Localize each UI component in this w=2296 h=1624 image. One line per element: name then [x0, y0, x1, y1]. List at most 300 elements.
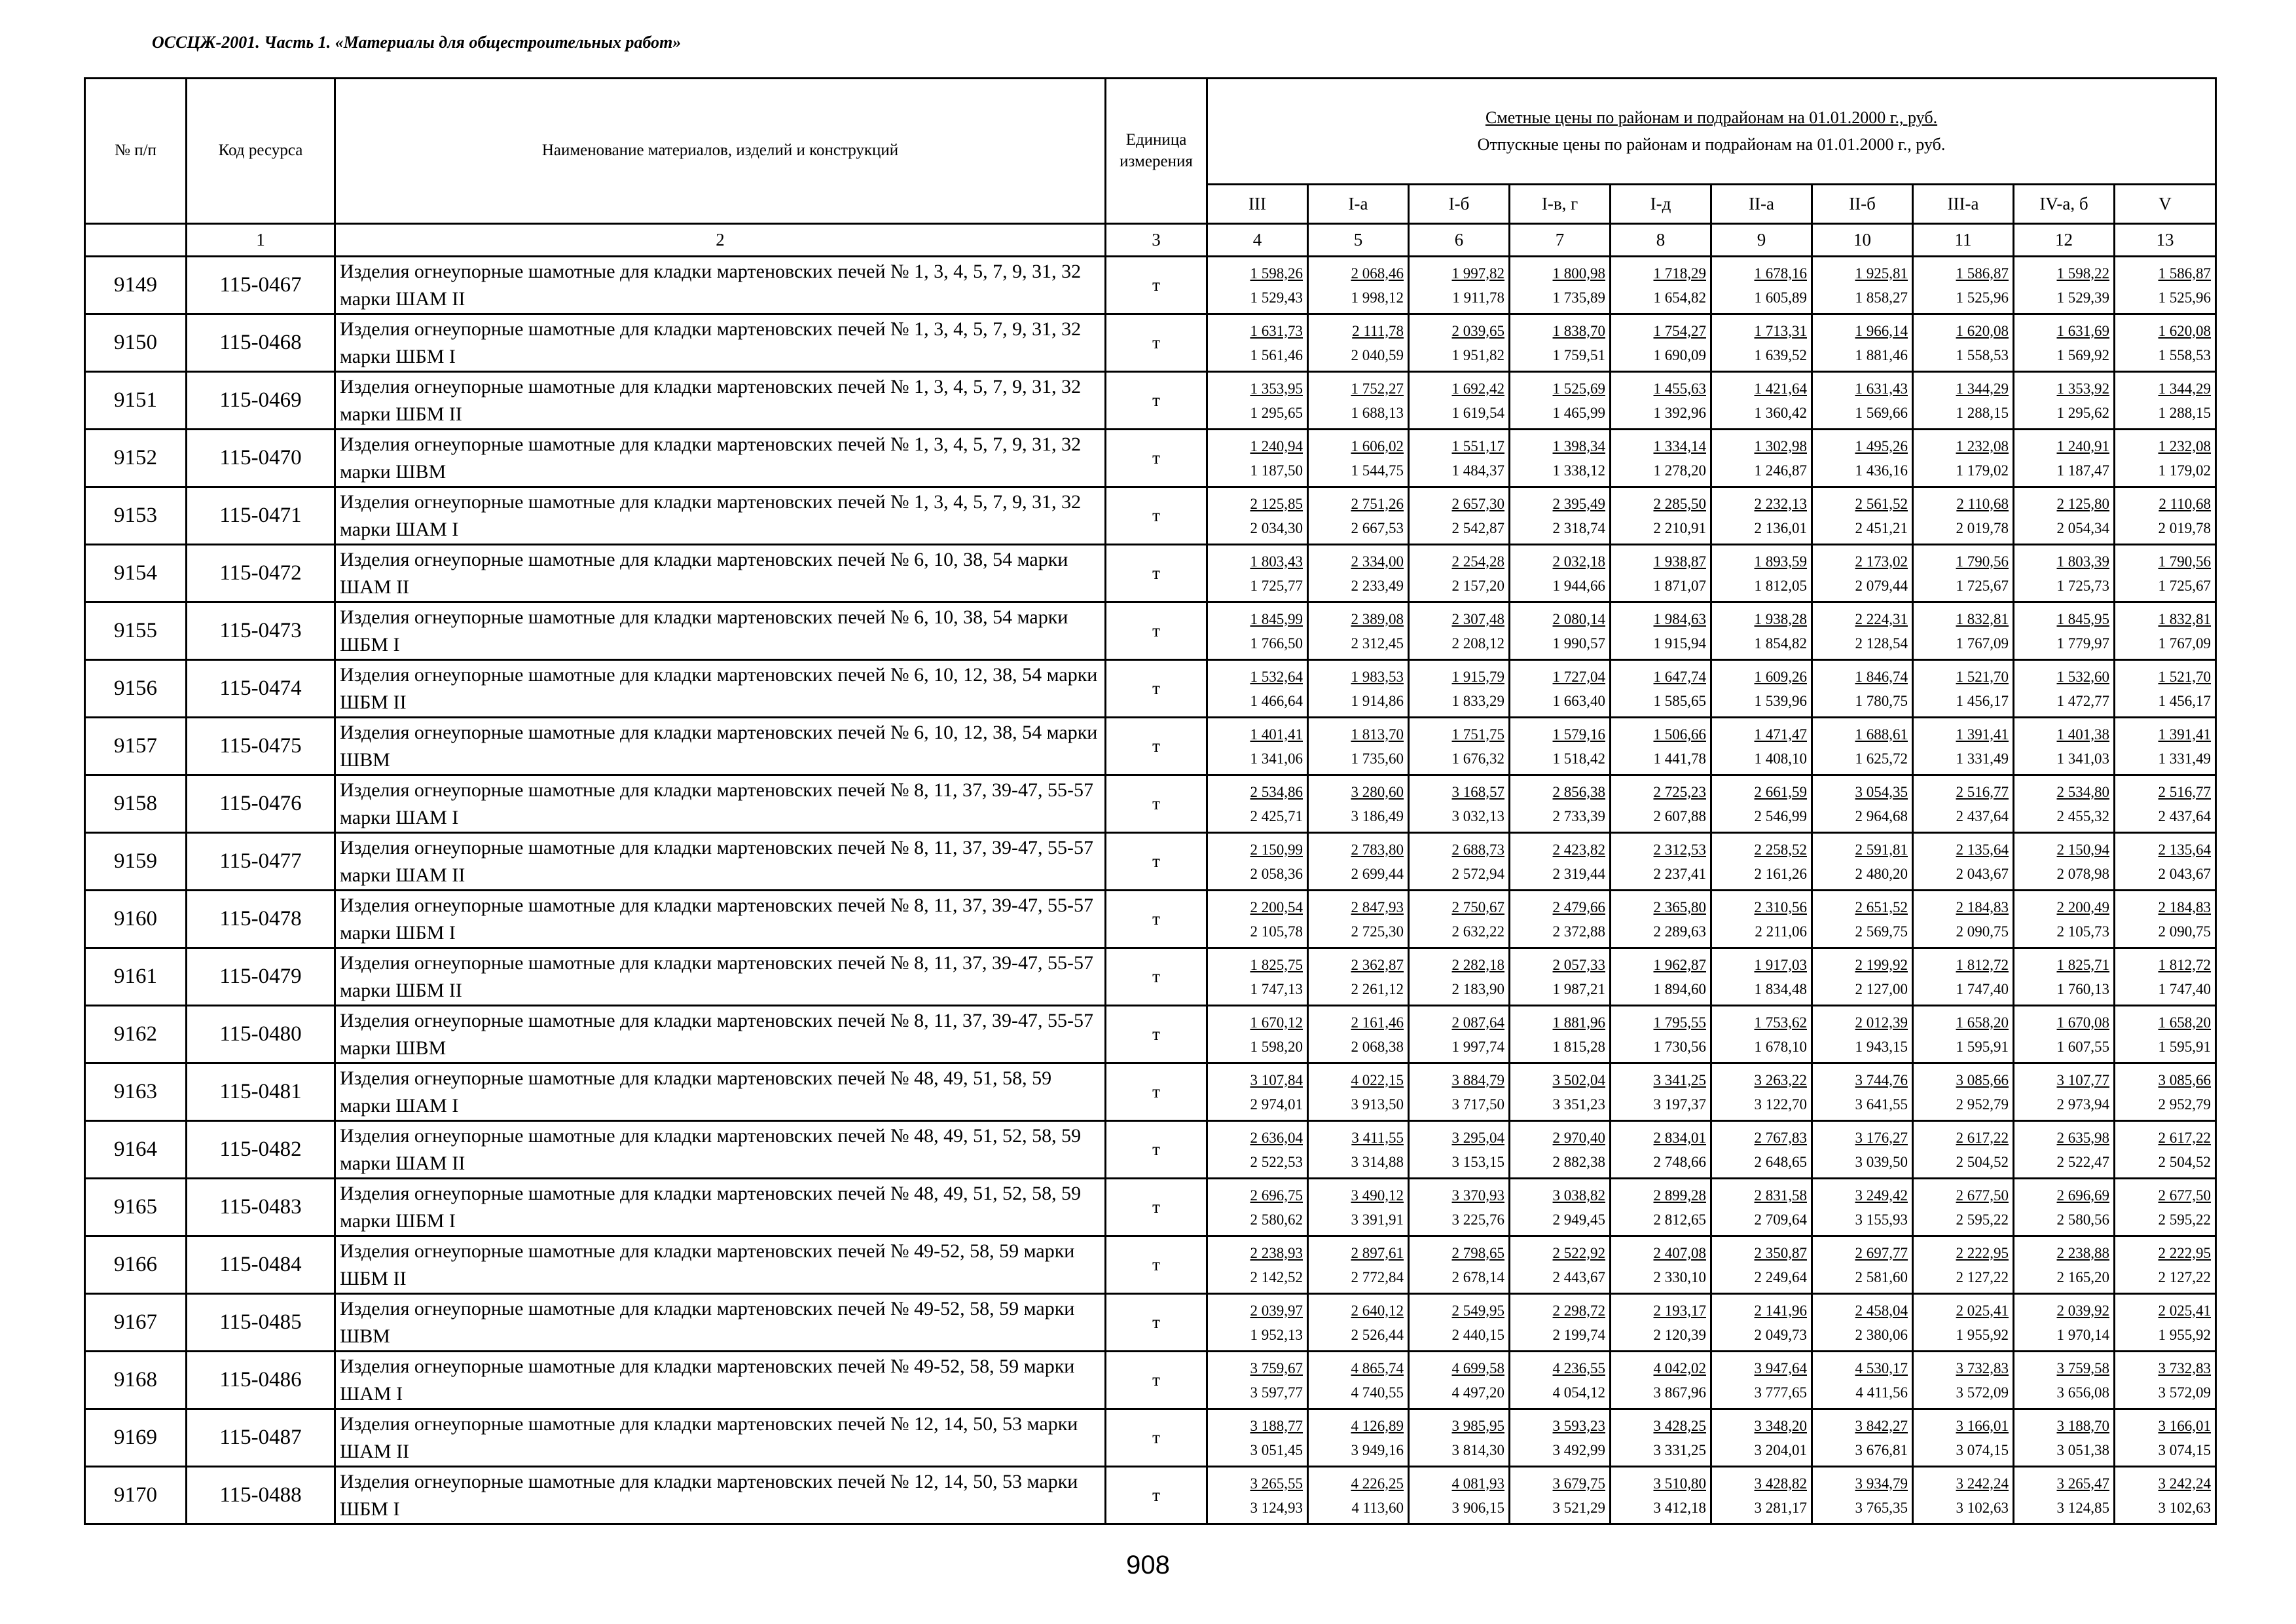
- header-prices-title: [1207, 79, 2216, 185]
- estimate-price: 3 085,66: [1956, 1071, 2009, 1088]
- release-price: 2 607,88: [1653, 807, 1706, 824]
- row-number: 9161: [85, 948, 187, 1006]
- release-price: 2 455,32: [2056, 807, 2109, 824]
- price-cell: [1812, 602, 1913, 660]
- row-number: 9170: [85, 1467, 187, 1524]
- release-price: 3 656,08: [2056, 1384, 2109, 1401]
- estimate-price: 1 586,87: [1956, 265, 2009, 282]
- estimate-price: 1 521,70: [1956, 668, 2009, 685]
- estimate-price: 3 166,01: [2158, 1417, 2212, 1434]
- release-price: 3 765,35: [1855, 1499, 1908, 1516]
- header-region: I-д: [1611, 185, 1711, 224]
- estimate-price: 2 135,64: [2158, 841, 2212, 858]
- release-price: 3 572,09: [1956, 1384, 2009, 1401]
- price-cell: [1207, 602, 1308, 660]
- release-price: 1 690,09: [1653, 346, 1706, 363]
- estimate-price: 2 423,82: [1552, 841, 1605, 858]
- resource-code: 115-0479: [187, 948, 335, 1006]
- estimate-price: 2 039,92: [2056, 1302, 2109, 1319]
- header-column-number: 7: [1510, 224, 1611, 257]
- release-price: 2 136,01: [1754, 519, 1807, 536]
- estimate-price: 2 636,04: [1250, 1129, 1303, 1146]
- price-cell: [2014, 775, 2115, 833]
- price-cell: [1510, 1121, 1611, 1179]
- price-cell: [2014, 833, 2115, 891]
- material-name: Изделия огнеупорные шамотные для кладки мартеновских печей № 49-52, 58, 59 марки ШАМ I: [335, 1352, 1106, 1409]
- estimate-price: 1 915,79: [1451, 668, 1504, 685]
- estimate-price: 2 312,53: [1653, 841, 1706, 858]
- estimate-price: 2 657,30: [1451, 495, 1504, 512]
- release-price: 1 288,15: [1956, 404, 2009, 421]
- estimate-price: 4 081,93: [1451, 1475, 1504, 1492]
- estimate-price: 3 054,35: [1855, 783, 1908, 800]
- estimate-price: 2 697,77: [1855, 1244, 1908, 1261]
- price-cell: [1611, 545, 1711, 602]
- price-cell: [1913, 430, 2014, 487]
- estimate-price: 2 696,75: [1250, 1187, 1303, 1204]
- estimate-price: 3 242,24: [1956, 1475, 2009, 1492]
- estimate-price: 1 532,64: [1250, 668, 1303, 685]
- release-price: 1 558,53: [2158, 346, 2212, 363]
- estimate-price: 2 635,98: [2056, 1129, 2109, 1146]
- price-cell: [2014, 372, 2115, 430]
- estimate-price: 1 586,87: [2158, 265, 2212, 282]
- price-cell: [1409, 1352, 1510, 1409]
- row-number: 9157: [85, 718, 187, 775]
- estimate-price: 3 265,47: [2056, 1475, 2109, 1492]
- table-row: [85, 545, 2216, 602]
- estimate-price: 2 458,04: [1855, 1302, 1908, 1319]
- release-price: 1 456,17: [1956, 692, 2009, 709]
- price-cell: [1711, 1006, 1812, 1063]
- release-price: 2 725,30: [1351, 923, 1404, 940]
- header-region: II-б: [1812, 185, 1913, 224]
- estimate-price: 1 631,43: [1855, 380, 1908, 397]
- price-cell: [2115, 487, 2216, 545]
- price-cell: [1913, 891, 2014, 948]
- release-price: 2 208,12: [1451, 635, 1504, 652]
- estimate-price: 1 495,26: [1855, 437, 1908, 454]
- estimate-price: 2 173,02: [1855, 553, 1908, 570]
- price-cell: [1510, 1294, 1611, 1352]
- price-cell: [1611, 257, 1711, 314]
- estimate-price: 1 334,14: [1653, 437, 1706, 454]
- resource-code: 115-0486: [187, 1352, 335, 1409]
- column-number-row: [85, 224, 2216, 257]
- release-price: 1 625,72: [1855, 750, 1908, 767]
- price-cell: [1409, 545, 1510, 602]
- release-price: 1 990,57: [1552, 635, 1605, 652]
- price-cell: [1913, 1236, 2014, 1294]
- estimate-price: 2 282,18: [1451, 956, 1504, 973]
- release-price: 2 974,01: [1250, 1096, 1303, 1113]
- price-cell: [1510, 1179, 1611, 1236]
- material-name: Изделия огнеупорные шамотные для кладки мартеновских печей № 48, 49, 51, 58, 59 марки ШАМ I: [335, 1063, 1106, 1121]
- release-price: 1 997,74: [1451, 1038, 1504, 1055]
- estimate-price: 3 341,25: [1653, 1071, 1706, 1088]
- price-cell: [1510, 1006, 1611, 1063]
- release-price: 2 211,06: [1755, 923, 1807, 940]
- price-cell: [1207, 1352, 1308, 1409]
- price-cell: [2014, 257, 2115, 314]
- estimate-price: 1 688,61: [1855, 726, 1908, 743]
- price-cell: [1611, 372, 1711, 430]
- price-cell: [1812, 775, 1913, 833]
- release-price: 1 767,09: [2158, 635, 2212, 652]
- material-name: Изделия огнеупорные шамотные для кладки мартеновских печей № 1, 3, 4, 5, 7, 9, 31, 32 марки ШАМ I: [335, 487, 1106, 545]
- unit-of-measure: т: [1106, 775, 1207, 833]
- material-name: Изделия огнеупорные шамотные для кладки мартеновских печей № 6, 10, 12, 38, 54 марки ШВМ: [335, 718, 1106, 775]
- release-price: 2 572,94: [1451, 865, 1504, 882]
- price-cell: [1308, 660, 1409, 718]
- release-price: 4 054,12: [1552, 1384, 1605, 1401]
- estimate-price: 1 845,95: [2056, 610, 2109, 627]
- estimate-price: 2 032,18: [1552, 553, 1605, 570]
- estimate-price: 1 302,98: [1754, 437, 1807, 454]
- header-npp: № п/п: [85, 79, 187, 224]
- estimate-price: 1 598,26: [1250, 265, 1303, 282]
- estimate-price: 2 897,61: [1351, 1244, 1404, 1261]
- estimate-price: 1 631,73: [1250, 322, 1303, 339]
- price-cell: [1711, 1179, 1812, 1236]
- material-name: Изделия огнеупорные шамотные для кладки мартеновских печей № 8, 11, 37, 39-47, 55-57 марки ШВМ: [335, 1006, 1106, 1063]
- estimate-price: 2 238,88: [2056, 1244, 2109, 1261]
- price-cell: [1308, 1409, 1409, 1467]
- header-column-number: 11: [1913, 224, 2014, 257]
- release-price: 1 558,53: [1956, 346, 2009, 363]
- estimate-price: 4 126,89: [1351, 1417, 1404, 1434]
- release-price: 2 437,64: [1956, 807, 2009, 824]
- price-cell: [1913, 1063, 2014, 1121]
- resource-code: 115-0480: [187, 1006, 335, 1063]
- price-cell: [1611, 775, 1711, 833]
- price-cell: [2014, 1352, 2115, 1409]
- estimate-price: 2 677,50: [1956, 1187, 2009, 1204]
- unit-of-measure: т: [1106, 602, 1207, 660]
- release-price: 1 725,77: [1250, 577, 1303, 594]
- header-column-number: 5: [1308, 224, 1409, 257]
- estimate-price: 3 759,67: [1250, 1359, 1303, 1376]
- release-price: 1 688,13: [1351, 404, 1404, 421]
- estimate-price: 4 865,74: [1351, 1359, 1404, 1376]
- estimate-price: 2 232,13: [1754, 495, 1807, 512]
- price-cell: [2115, 718, 2216, 775]
- table-row: [85, 1121, 2216, 1179]
- release-price: 2 504,52: [1956, 1153, 2009, 1170]
- release-price: 3 676,81: [1855, 1441, 1908, 1458]
- release-price: 1 747,40: [2158, 980, 2212, 997]
- estimate-price: 1 631,69: [2056, 322, 2109, 339]
- estimate-price: 1 525,69: [1552, 380, 1605, 397]
- release-price: 2 964,68: [1855, 807, 1908, 824]
- price-cell: [1409, 1467, 1510, 1524]
- release-price: 3 153,15: [1451, 1153, 1504, 1170]
- estimate-price: 2 184,83: [1956, 898, 2009, 915]
- estimate-price: 1 795,55: [1653, 1014, 1706, 1031]
- estimate-price: 2 258,52: [1754, 841, 1807, 858]
- resource-code: 115-0478: [187, 891, 335, 948]
- material-name: Изделия огнеупорные шамотные для кладки мартеновских печей № 48, 49, 51, 52, 58, 59 марки ШБМ I: [335, 1179, 1106, 1236]
- release-price: 1 955,92: [1956, 1326, 2009, 1343]
- release-price: 1 779,97: [2056, 635, 2109, 652]
- estimate-price: 1 658,20: [1956, 1014, 2009, 1031]
- price-cell: [2115, 314, 2216, 372]
- estimate-price: 2 522,92: [1552, 1244, 1605, 1261]
- estimate-price: 2 012,39: [1855, 1014, 1908, 1031]
- release-price: 2 127,22: [2158, 1268, 2212, 1285]
- price-cell: [1812, 372, 1913, 430]
- estimate-price: 2 750,67: [1451, 898, 1504, 915]
- estimate-price: 2 334,00: [1351, 553, 1404, 570]
- price-cell: [1308, 1352, 1409, 1409]
- release-price: 2 648,65: [1754, 1153, 1807, 1170]
- estimate-price: 1 984,63: [1653, 610, 1706, 627]
- estimate-price: 1 344,29: [2158, 380, 2212, 397]
- release-price: 2 120,39: [1653, 1326, 1706, 1343]
- estimate-price: 1 790,56: [2158, 553, 2212, 570]
- release-price: 3 281,17: [1754, 1499, 1807, 1516]
- price-cell: [1308, 1467, 1409, 1524]
- header-region: IV-а, б: [2014, 185, 2115, 224]
- estimate-price: 1 938,87: [1653, 553, 1706, 570]
- estimate-price: 1 832,81: [1956, 610, 2009, 627]
- release-price: 3 122,70: [1754, 1096, 1807, 1113]
- release-price: 1 759,51: [1552, 346, 1605, 363]
- material-name: Изделия огнеупорные шамотные для кладки мартеновских печей № 49-52, 58, 59 марки ШБМ II: [335, 1236, 1106, 1294]
- price-cell: [1510, 545, 1611, 602]
- estimate-price: 2 087,64: [1451, 1014, 1504, 1031]
- price-cell: [1812, 430, 1913, 487]
- price-cell: [1409, 1236, 1510, 1294]
- price-cell: [1711, 891, 1812, 948]
- header-region: II-а: [1711, 185, 1812, 224]
- price-cell: [2115, 257, 2216, 314]
- release-price: 1 730,56: [1653, 1038, 1706, 1055]
- estimate-price: 2 150,99: [1250, 841, 1303, 858]
- release-price: 2 678,14: [1451, 1268, 1504, 1285]
- release-price: 1 179,02: [2158, 462, 2212, 479]
- estimate-price: 1 240,91: [2056, 437, 2109, 454]
- release-price: 2 161,26: [1754, 865, 1807, 882]
- estimate-price: 3 502,04: [1552, 1071, 1605, 1088]
- release-price: 1 569,92: [2056, 346, 2109, 363]
- estimate-price: 2 350,87: [1754, 1244, 1807, 1261]
- release-price: 2 233,49: [1351, 577, 1404, 594]
- release-price: 4 740,55: [1351, 1384, 1404, 1401]
- estimate-price: 2 025,41: [2158, 1302, 2212, 1319]
- price-cell: [1308, 718, 1409, 775]
- estimate-price: 3 985,95: [1451, 1417, 1504, 1434]
- row-number: 9153: [85, 487, 187, 545]
- estimate-price: 2 591,81: [1855, 841, 1908, 858]
- header-region: III: [1207, 185, 1308, 224]
- price-cell: [1812, 1179, 1913, 1236]
- price-cell: [1913, 257, 2014, 314]
- release-price: 1 360,42: [1754, 404, 1807, 421]
- estimate-price: 1 506,66: [1653, 726, 1706, 743]
- price-cell: [1812, 314, 1913, 372]
- estimate-price: 2 696,69: [2056, 1187, 2109, 1204]
- price-cell: [1711, 487, 1812, 545]
- price-cell: [2115, 775, 2216, 833]
- material-name: Изделия огнеупорные шамотные для кладки мартеновских печей № 6, 10, 38, 54 марки ШАМ II: [335, 545, 1106, 602]
- material-name: Изделия огнеупорные шамотные для кладки мартеновских печей № 1, 3, 4, 5, 7, 9, 31, 32 марки ШБМ II: [335, 372, 1106, 430]
- release-price: 2 058,36: [1250, 865, 1303, 882]
- price-cell: [1510, 948, 1611, 1006]
- estimate-price: 1 658,20: [2158, 1014, 2212, 1031]
- release-price: 3 521,29: [1552, 1499, 1605, 1516]
- price-cell: [2115, 833, 2216, 891]
- estimate-price: 2 307,48: [1451, 610, 1504, 627]
- price-cell: [2014, 660, 2115, 718]
- material-name: Изделия огнеупорные шамотные для кладки мартеновских печей № 6, 10, 38, 54 марки ШБМ I: [335, 602, 1106, 660]
- release-price: 2 128,54: [1855, 635, 1908, 652]
- price-cell: [2014, 602, 2115, 660]
- price-cell: [1510, 1063, 1611, 1121]
- price-cell: [1913, 545, 2014, 602]
- price-cell: [1711, 430, 1812, 487]
- price-cell: [1611, 660, 1711, 718]
- estimate-price: 2 111,78: [1352, 322, 1404, 339]
- release-price: 3 051,38: [2056, 1441, 2109, 1458]
- release-price: 3 051,45: [1250, 1441, 1303, 1458]
- header-column-number: 6: [1409, 224, 1510, 257]
- release-price: 3 155,93: [1855, 1211, 1908, 1228]
- price-cell: [1308, 430, 1409, 487]
- resource-code: 115-0483: [187, 1179, 335, 1236]
- release-price: 2 318,74: [1552, 519, 1605, 536]
- estimate-price: 2 834,01: [1653, 1129, 1706, 1146]
- estimate-price: 2 479,66: [1552, 898, 1605, 915]
- price-cell: [1913, 948, 2014, 1006]
- estimate-price: 3 428,25: [1653, 1417, 1706, 1434]
- price-cell: [1913, 1467, 2014, 1524]
- price-cell: [1913, 775, 2014, 833]
- estimate-price: 2 224,31: [1855, 610, 1908, 627]
- release-price: 3 102,63: [1956, 1499, 2009, 1516]
- resource-code: 115-0472: [187, 545, 335, 602]
- release-price: 1 288,15: [2158, 404, 2212, 421]
- release-price: 3 777,65: [1754, 1384, 1807, 1401]
- estimate-price: 1 713,31: [1754, 322, 1807, 339]
- release-price: 1 943,15: [1855, 1038, 1908, 1055]
- estimate-price: 1 232,08: [1956, 437, 2009, 454]
- estimate-price: 1 398,34: [1552, 437, 1605, 454]
- release-price: 2 580,56: [2056, 1211, 2109, 1228]
- row-number: 9165: [85, 1179, 187, 1236]
- release-price: 2 127,00: [1855, 980, 1908, 997]
- estimate-price: 2 110,68: [1956, 495, 2009, 512]
- row-number: 9151: [85, 372, 187, 430]
- release-price: 1 607,55: [2056, 1038, 2109, 1055]
- price-cell: [1711, 948, 1812, 1006]
- header-column-number: 4: [1207, 224, 1308, 257]
- estimate-price: 1 832,81: [2158, 610, 2212, 627]
- estimate-price: 1 803,39: [2056, 553, 2109, 570]
- estimate-price: 2 516,77: [2158, 783, 2212, 800]
- table-row: [85, 718, 2216, 775]
- price-cell: [1207, 775, 1308, 833]
- price-cell: [1207, 430, 1308, 487]
- price-cell: [1812, 1352, 1913, 1409]
- estimate-price: 1 670,12: [1250, 1014, 1303, 1031]
- estimate-price: 3 295,04: [1451, 1129, 1504, 1146]
- price-cell: [1207, 1006, 1308, 1063]
- estimate-price: 3 510,80: [1653, 1475, 1706, 1492]
- estimate-price: 1 752,27: [1351, 380, 1404, 397]
- estimate-price: 2 688,73: [1451, 841, 1504, 858]
- price-cell: [1711, 1121, 1812, 1179]
- resource-code: 115-0482: [187, 1121, 335, 1179]
- price-cell: [1611, 1294, 1711, 1352]
- row-number: 9150: [85, 314, 187, 372]
- unit-of-measure: т: [1106, 948, 1207, 1006]
- release-price: 1 725,67: [1956, 577, 2009, 594]
- release-price: 2 952,79: [2158, 1096, 2212, 1113]
- price-cell: [1409, 948, 1510, 1006]
- release-price: 1 815,28: [1552, 1038, 1605, 1055]
- release-price: 2 667,53: [1351, 519, 1404, 536]
- release-price: 1 676,32: [1451, 750, 1504, 767]
- estimate-price: 3 249,42: [1855, 1187, 1908, 1204]
- price-cell: [1510, 1409, 1611, 1467]
- release-price: 3 597,77: [1250, 1384, 1303, 1401]
- release-price: 3 102,63: [2158, 1499, 2212, 1516]
- estimate-price: 1 670,08: [2056, 1014, 2109, 1031]
- release-price: 1 951,82: [1451, 346, 1504, 363]
- release-price: 2 261,12: [1351, 980, 1404, 997]
- estimate-price: 2 161,46: [1351, 1014, 1404, 1031]
- release-price: 2 372,88: [1552, 923, 1605, 940]
- price-cell: [1913, 833, 2014, 891]
- resource-code: 115-0481: [187, 1063, 335, 1121]
- price-cell: [1812, 1121, 1913, 1179]
- estimate-price: 3 934,79: [1855, 1475, 1908, 1492]
- price-cell: [1510, 602, 1611, 660]
- header-region: V: [2115, 185, 2216, 224]
- material-name: Изделия огнеупорные шамотные для кладки мартеновских печей № 48, 49, 51, 52, 58, 59 марки ШАМ II: [335, 1121, 1106, 1179]
- estimate-price: 1 825,71: [2056, 956, 2109, 973]
- release-price: 1 605,89: [1754, 289, 1807, 306]
- price-cell: [1611, 430, 1711, 487]
- price-cell: [1308, 833, 1409, 891]
- estimate-price: 1 391,41: [2158, 726, 2212, 743]
- header-column-number: 10: [1812, 224, 1913, 257]
- release-price: 3 032,13: [1451, 807, 1504, 824]
- release-price: 4 411,56: [1855, 1384, 1908, 1401]
- price-cell: [2014, 891, 2115, 948]
- material-name: Изделия огнеупорные шамотные для кладки мартеновских печей № 12, 14, 50, 53 марки ШАМ II: [335, 1409, 1106, 1467]
- unit-of-measure: т: [1106, 1294, 1207, 1352]
- price-cell: [1913, 1006, 2014, 1063]
- release-price: 2 443,67: [1552, 1268, 1605, 1285]
- estimate-price: 2 285,50: [1653, 495, 1706, 512]
- estimate-price: 2 899,28: [1653, 1187, 1706, 1204]
- price-cell: [1812, 1467, 1913, 1524]
- price-cell: [2115, 1467, 2216, 1524]
- release-price: 2 078,98: [2056, 865, 2109, 882]
- estimate-price: 1 344,29: [1956, 380, 2009, 397]
- price-cell: [1711, 1063, 1812, 1121]
- estimate-price: 2 193,17: [1653, 1302, 1706, 1319]
- release-price: 2 546,99: [1754, 807, 1807, 824]
- estimate-price: 2 847,93: [1351, 898, 1404, 915]
- release-price: 3 225,76: [1451, 1211, 1504, 1228]
- price-cell: [1711, 1409, 1812, 1467]
- release-price: 1 747,40: [1956, 980, 2009, 997]
- estimate-price: 2 677,50: [2158, 1187, 2212, 1204]
- price-cell: [1611, 1006, 1711, 1063]
